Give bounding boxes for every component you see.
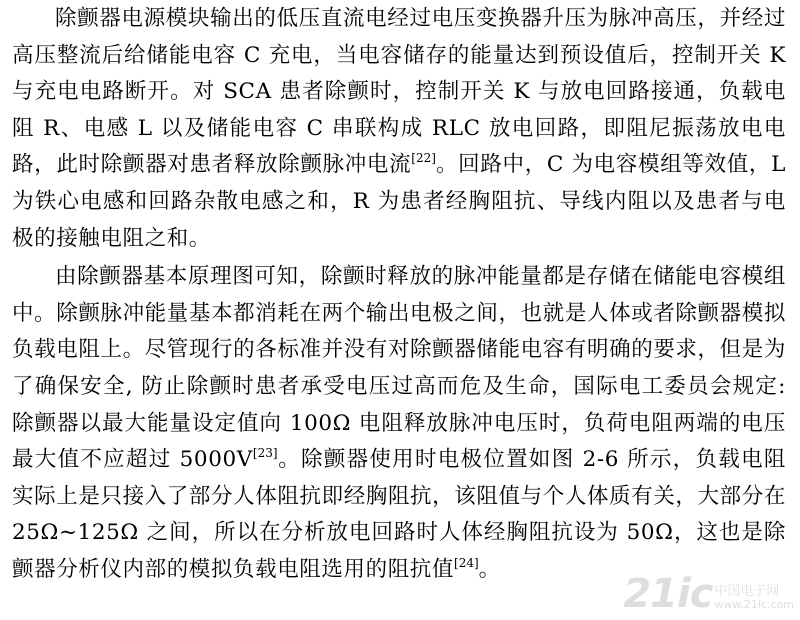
citation-22: [22] <box>411 151 436 166</box>
citation-23: [23] <box>252 446 278 461</box>
paragraph-2-text-b: 。除颤器使用时电极位置如图 2-6 所示，负载电阻实际上是只接入了部分人体阻抗即经胸阻抗，该阻值与个人体质有关，大部分在 25Ω~125Ω 之间，所以在分析放电回路时人体经胸阻抗设为 50Ω，这也是除颤器分析仪内部的模拟负载电阻选用的阻抗值 <box>12 447 786 582</box>
paragraph-2 <box>0 259 800 588</box>
paragraph-2-text-a: 由除颤器基本原理图可知，除颤时释放的脉冲能量都是存储在储能电容模组中。除颤脉冲能量基本都消耗在两个输出电极之间，也就是人体或者除颤器模拟负载电阻上。尽管现行的各标准并没有对除颤器储能电容有明确的要求，但是为了确保安全, 防止除颤时患者承受电压过高而危及生命，国际电工委员会规定: 除颤器以最大能量设定值向 100Ω 电阻释放脉冲电压时，负荷电阻两端的电压最大值不应超过 5000V <box>12 264 786 473</box>
paragraph-1-text-b: 。回路中，C 为电容模组等效值，L 为铁心电感和回路杂散电感之和，R 为患者经胸阻抗、导线内阻以及患者与电极的接触电阻之和。 <box>12 152 786 251</box>
watermark-text <box>714 584 794 611</box>
watermark-cn: 中国电子网 <box>714 584 780 599</box>
paragraph-2-text-c: 。 <box>478 556 501 582</box>
watermark-url: www.21ic.com <box>714 598 794 611</box>
paragraph-1 <box>0 1 800 257</box>
citation-24: [24] <box>454 555 479 570</box>
watermark-logo: 21ic <box>623 571 713 617</box>
paragraph-1-text-a: 除颤器电源模块输出的低压直流电经过电压变换器升压为脉冲高压，并经过高压整流后给储能电容 C 充电，当电容储存的能量达到预设值后，控制开关 K 与充电电路断开。对 SCA 患者除颤时，控制开关 K 与放电回路接通，负载电阻 R、电感 L 以及储能电容 C 串联构成 RLC 放电回路，即阻尼振荡放电电路，此时除颤器对患者释放除颤脉冲电流 <box>12 6 786 178</box>
site-watermark <box>623 571 794 617</box>
